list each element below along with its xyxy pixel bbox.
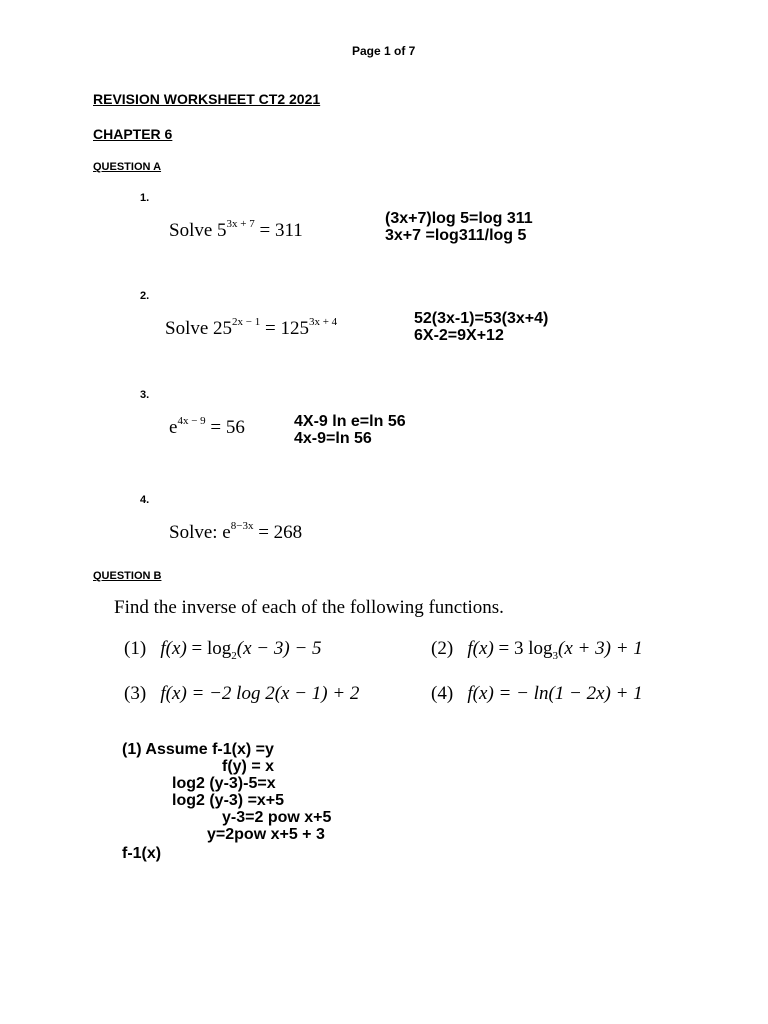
working-line-5: y-3=2 pow x+5 [222, 809, 332, 826]
function-lhs: f(x) [160, 638, 187, 659]
function-eq: = 3 log [493, 638, 553, 659]
note-line: 3x+7 =log311/log 5 [385, 227, 527, 244]
equation-mid: = 125 [260, 318, 309, 339]
equation-4 [169, 522, 302, 544]
note-line: (3x+7)log 5=log 311 [385, 210, 533, 227]
function-tail: (x − 3) − 5 [236, 638, 322, 659]
function-2 [431, 638, 643, 660]
function-4 [431, 683, 643, 705]
function-lhs: f(x) [467, 638, 494, 659]
question-b-instruction: Find the inverse of each of the following functions. [114, 597, 504, 618]
function-1 [124, 638, 322, 660]
question-number: 1. [140, 192, 150, 204]
working-line-6: y=2pow x+5 + 3 [207, 826, 325, 843]
equation-exponent: 3x + 7 [226, 218, 255, 230]
question-a-heading: QUESTION A [93, 161, 162, 173]
note-line: 4x-9=ln 56 [294, 430, 372, 447]
equation-3 [169, 417, 245, 439]
equation-exponent-2: 3x + 4 [308, 316, 338, 328]
function-number: (2) [431, 638, 454, 659]
question-number: 4. [140, 494, 150, 506]
working-line-7: f-1(x) [122, 845, 162, 862]
note-line: 4X-9 ln e=ln 56 [294, 413, 406, 430]
function-3 [124, 683, 359, 705]
equation-exponent: 2x − 1 [232, 316, 261, 328]
function-eq: = −2 log 2(x − 1) + 2 [186, 683, 360, 704]
chapter-heading: CHAPTER 6 [93, 126, 173, 142]
equation-prefix: e [169, 417, 178, 438]
equation-exponent: 8−3x [230, 520, 254, 532]
equation-exponent: 4x − 9 [177, 415, 206, 427]
equation-rest: = 311 [254, 220, 303, 241]
worksheet-title: REVISION WORKSHEET CT2 2021 [93, 91, 321, 107]
working-line-4: log2 (y-3) =x+5 [172, 792, 285, 809]
function-tail: (x + 3) + 1 [558, 638, 643, 659]
note-line: 6X-2=9X+12 [414, 327, 504, 344]
page-label: Page 1 of 7 [352, 44, 416, 58]
function-lhs: f(x) [160, 683, 187, 704]
equation-prefix: Solve 25 [165, 318, 233, 339]
answer-note-1 [385, 210, 533, 244]
log-base: 2 [231, 650, 237, 662]
equation-2 [165, 318, 337, 340]
equation-prefix: Solve: e [169, 522, 231, 543]
question-number: 3. [140, 389, 150, 401]
question-number: 2. [140, 290, 150, 302]
note-line: 52(3x-1)=53(3x+4) [414, 310, 549, 327]
question-b-heading: QUESTION B [93, 570, 162, 582]
equation-rest: = 56 [205, 417, 245, 438]
function-number: (3) [124, 683, 147, 704]
log-base: 3 [552, 650, 559, 662]
function-number: (1) [124, 638, 147, 659]
function-eq: = log [186, 638, 232, 659]
working-line-3: log2 (y-3)-5=x [172, 775, 276, 792]
function-number: (4) [431, 683, 454, 704]
answer-note-3 [294, 413, 406, 447]
equation-rest: = 268 [253, 522, 303, 543]
function-eq: = − ln(1 − 2x) + 1 [493, 683, 643, 704]
working-line-2: f(y) = x [222, 758, 275, 775]
equation-1 [169, 220, 303, 242]
equation-prefix: Solve 5 [169, 220, 227, 241]
working-line-1: (1) Assume f-1(x) =y [122, 741, 274, 758]
function-lhs: f(x) [467, 683, 494, 704]
answer-note-2 [414, 310, 548, 344]
